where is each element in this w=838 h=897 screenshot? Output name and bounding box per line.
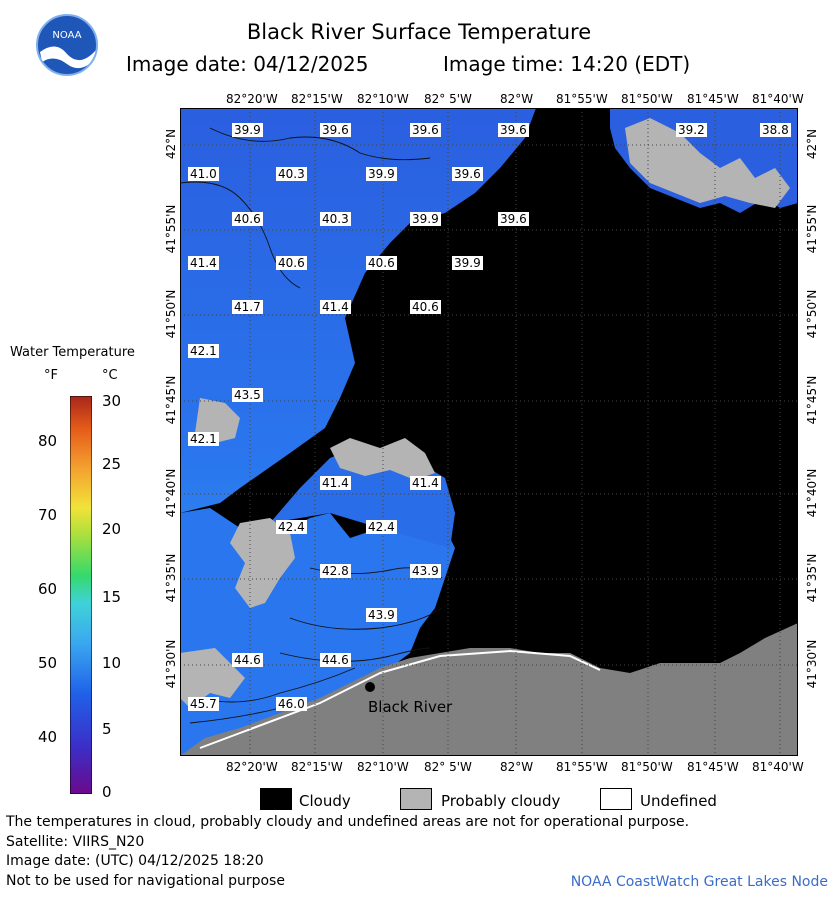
f-tick: 70 xyxy=(38,506,58,524)
undefined-swatch xyxy=(600,788,632,810)
temp-label: 41.4 xyxy=(322,476,349,490)
temp-label: 42.1 xyxy=(190,432,217,446)
cloudy-swatch xyxy=(260,788,292,810)
temp-label: 40.6 xyxy=(412,300,439,314)
f-tick: 80 xyxy=(38,432,58,450)
lon-label: 81°45'W xyxy=(687,92,739,106)
footer-satellite: Satellite: VIIRS_N20 xyxy=(6,834,145,850)
temp-label: 39.9 xyxy=(234,123,261,137)
temp-label: 41.4 xyxy=(322,300,349,314)
temp-label: 43.9 xyxy=(412,564,439,578)
temp-label: 40.3 xyxy=(322,212,349,226)
lat-label: 41°55'N xyxy=(164,204,178,254)
temp-label: 46.0 xyxy=(278,697,305,711)
temp-label: 38.8 xyxy=(762,123,789,137)
temperature-map xyxy=(180,108,798,756)
f-tick: 40 xyxy=(38,728,58,746)
temp-label: 39.6 xyxy=(454,167,481,181)
temp-label: 42.8 xyxy=(322,564,349,578)
svg-text:NOAA: NOAA xyxy=(52,30,82,41)
temp-label: 39.9 xyxy=(412,212,439,226)
c-tick: 15 xyxy=(102,588,122,606)
lon-label: 81°55'W xyxy=(556,92,608,106)
place-label: Black River xyxy=(368,698,453,716)
lon-label: 82°10'W xyxy=(357,92,409,106)
f-tick: 50 xyxy=(38,654,58,672)
lon-label: 81°40'W xyxy=(752,760,804,774)
c-tick: 0 xyxy=(102,783,112,801)
temp-label: 42.4 xyxy=(278,520,305,534)
lat-label: 41°50'N xyxy=(805,289,819,339)
f-tick: 60 xyxy=(38,580,58,598)
lat-label: 41°40'N xyxy=(164,468,178,518)
temp-label: 40.6 xyxy=(368,256,395,270)
temp-label: 40.6 xyxy=(278,256,305,270)
c-tick: 30 xyxy=(102,392,122,410)
lon-label: 81°50'W xyxy=(621,760,673,774)
lon-label: 81°45'W xyxy=(687,760,739,774)
temp-label: 42.4 xyxy=(368,520,395,534)
lon-label: 82° 5'W xyxy=(424,92,472,106)
c-tick: 20 xyxy=(102,520,122,538)
lon-label: 81°55'W xyxy=(556,760,608,774)
unit-f: °F xyxy=(44,368,58,383)
image-time: Image time: 14:20 (EDT) xyxy=(443,52,691,76)
lat-label: 41°35'N xyxy=(805,553,819,603)
lon-label: 82°20'W xyxy=(226,760,278,774)
c-tick: 10 xyxy=(102,654,122,672)
temp-label: 43.5 xyxy=(234,388,261,402)
probably-cloudy-swatch xyxy=(400,788,432,810)
footer-utc-date: Image date: (UTC) 04/12/2025 18:20 xyxy=(6,853,264,869)
map-title: Black River Surface Temperature xyxy=(246,20,592,44)
lon-label: 82° 5'W xyxy=(424,760,472,774)
undefined-label: Undefined xyxy=(640,792,717,810)
lon-label: 82°10'W xyxy=(357,760,409,774)
temp-label: 45.7 xyxy=(190,697,217,711)
cloudy-label: Cloudy xyxy=(299,792,351,810)
temp-label: 41.7 xyxy=(234,300,261,314)
c-tick: 5 xyxy=(102,720,112,738)
legend-title: Water Temperature xyxy=(10,345,135,360)
image-date: Image date: 04/12/2025 xyxy=(126,52,369,76)
lat-label: 41°30'N xyxy=(805,639,819,689)
lat-label: 42°N xyxy=(805,128,819,160)
unit-c: °C xyxy=(102,368,118,383)
temp-label: 40.6 xyxy=(234,212,261,226)
temp-label: 41.4 xyxy=(190,256,217,270)
temp-label: 39.2 xyxy=(678,123,705,137)
footer-note: The temperatures in cloud, probably cloudy and undefined areas are not for operational purpose. xyxy=(6,814,690,830)
lat-label: 41°55'N xyxy=(805,204,819,254)
temp-label: 40.3 xyxy=(278,167,305,181)
lon-label: 82°15'W xyxy=(291,92,343,106)
temp-label: 39.9 xyxy=(368,167,395,181)
lat-label: 42°N xyxy=(164,128,178,160)
temp-label: 44.6 xyxy=(234,653,261,667)
temp-label: 44.6 xyxy=(322,653,349,667)
temp-label: 39.6 xyxy=(500,123,527,137)
lat-label: 41°45'N xyxy=(164,375,178,425)
footer-nav: Not to be used for navigational purpose xyxy=(6,873,285,889)
c-tick: 25 xyxy=(102,455,122,473)
lat-label: 41°35'N xyxy=(164,553,178,603)
temp-label: 39.6 xyxy=(412,123,439,137)
temp-label: 39.9 xyxy=(454,256,481,270)
colorbar xyxy=(70,396,92,794)
credit-link[interactable]: NOAA CoastWatch Great Lakes Node xyxy=(570,874,828,890)
map-frame xyxy=(180,108,798,756)
temp-label: 39.6 xyxy=(322,123,349,137)
lon-label: 81°40'W xyxy=(752,92,804,106)
lat-label: 41°50'N xyxy=(164,289,178,339)
temp-label: 41.0 xyxy=(190,167,217,181)
temp-label: 42.1 xyxy=(190,344,217,358)
lat-label: 41°45'N xyxy=(805,375,819,425)
temp-label: 41.4 xyxy=(412,476,439,490)
lon-label: 82°20'W xyxy=(226,92,278,106)
lon-label: 82°15'W xyxy=(291,760,343,774)
temp-label: 43.9 xyxy=(368,608,395,622)
lon-label: 82°W xyxy=(500,760,534,774)
lat-label: 41°40'N xyxy=(805,468,819,518)
temp-label: 39.6 xyxy=(500,212,527,226)
lon-label: 81°50'W xyxy=(621,92,673,106)
lat-label: 41°30'N xyxy=(164,639,178,689)
probably-cloudy-label: Probably cloudy xyxy=(441,792,561,810)
lon-label: 82°W xyxy=(500,92,534,106)
